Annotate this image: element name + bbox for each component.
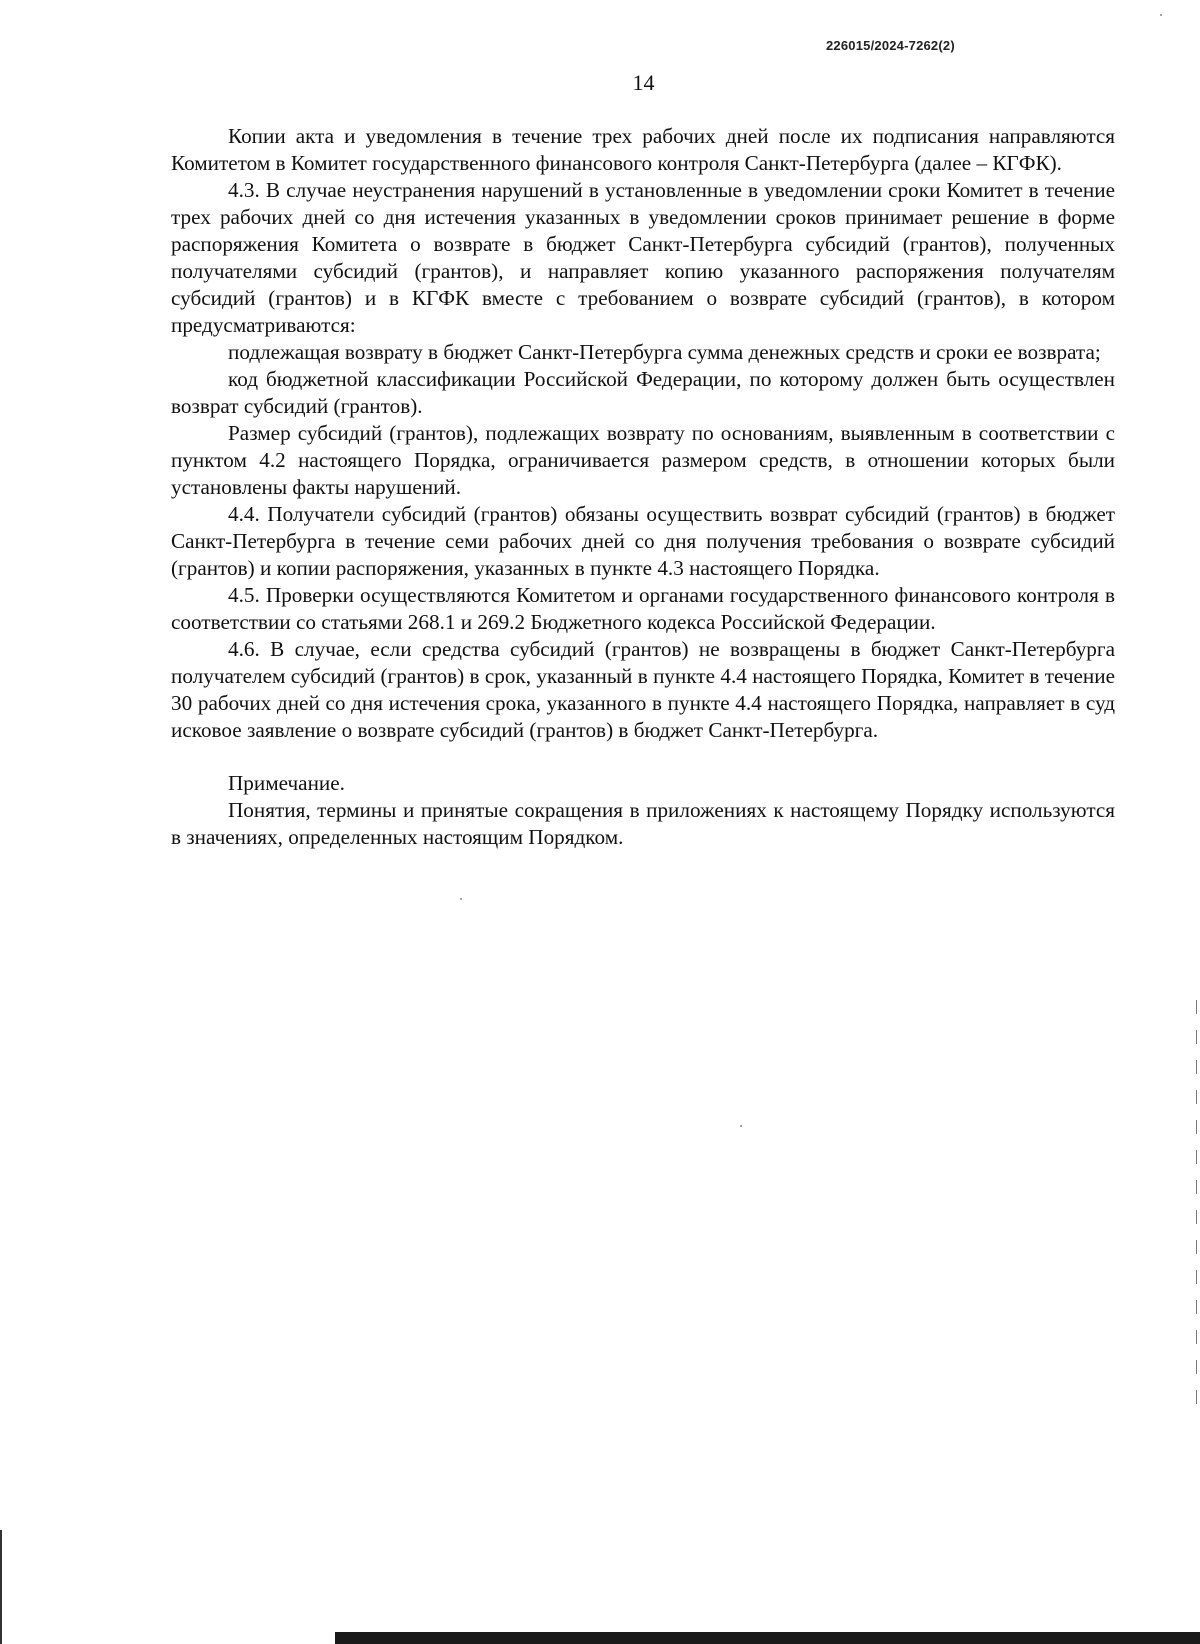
document-registration-number: 226015/2024-7262(2) (826, 38, 955, 53)
scan-speck (1160, 14, 1162, 16)
scan-bottom-edge (335, 1632, 1200, 1644)
page-number: 14 (632, 70, 655, 95)
note-text: Понятия, термины и принятые сокращения в приложениях к настоящему Порядку используются в значениях, определенных настоящим Порядком. (171, 798, 1115, 849)
paragraph-budget-classification-code: код бюджетной классификации Российской Федерации, по которому должен быть осуществлен возврат субсидий (грантов). (171, 367, 1115, 418)
document-body (171, 123, 1115, 851)
paragraph-copies-of-act: Копии акта и уведомления в течение трех рабочих дней после их подписания направляются Комитетом в Комитет государственного финансового контроля Санкт-Петербурга (далее – КГФК). (171, 124, 1115, 175)
note-section (171, 770, 1115, 851)
paragraph-4-3: 4.3. В случае неустранения нарушений в установленные в уведомлении сроки Комитет в течение трех рабочих дней со дня истечения указанных в уведомлении сроков принимает решение в форме распоряжения Комитета о возврате в бюджет Санкт-Петербурга субсидий (грантов), полученных получателями субсидий (грантов), и направляет копию указанного распоряжения получателям субсидий (грантов) и в КГФК вместе с требованием о возврате субсидий (грантов), в котором предусматриваются: (171, 178, 1115, 337)
paragraph-4-6: 4.6. В случае, если средства субсидий (грантов) не возвращены в бюджет Санкт-Петербурга получателем субсидий (грантов) в срок, указанный в пункте 4.4 настоящего Порядка, Комитет в течение 30 рабочих дней со дня истечения срока, указанного в пункте 4.4 настоящего Порядка, направляет в суд исковое заявление о возврате субсидий (грантов) в бюджет Санкт-Петербурга. (171, 637, 1115, 742)
note-heading: Примечание. (228, 771, 345, 795)
scan-speck (460, 898, 462, 900)
scan-left-edge (0, 1530, 2, 1644)
paragraph-amount-to-return: подлежащая возврату в бюджет Санкт-Петербурга сумма денежных средств и сроки ее возврата; (228, 340, 1101, 364)
paragraph-subsidy-amount-limit: Размер субсидий (грантов), подлежащих возврату по основаниям, выявленным в соответствии с пунктом 4.2 настоящего Порядка, ограничивается размером средств, в отношении которых были установлены факты нарушений. (171, 421, 1115, 499)
scan-speck (740, 1125, 742, 1127)
paragraph-4-4: 4.4. Получатели субсидий (грантов) обязаны осуществить возврат субсидий (грантов) в бюджет Санкт-Петербурга в течение семи рабочих дней со дня получения требования о возврате субсидий (грантов) и копии распоряжения, указанных в пункте 4.3 настоящего Порядка. (171, 502, 1115, 580)
scan-right-edge (1196, 1000, 1197, 1420)
paragraph-4-5: 4.5. Проверки осуществляются Комитетом и органами государственного финансового контроля в соответствии со статьями 268.1 и 269.2 Бюджетного кодекса Российской Федерации. (171, 583, 1115, 634)
